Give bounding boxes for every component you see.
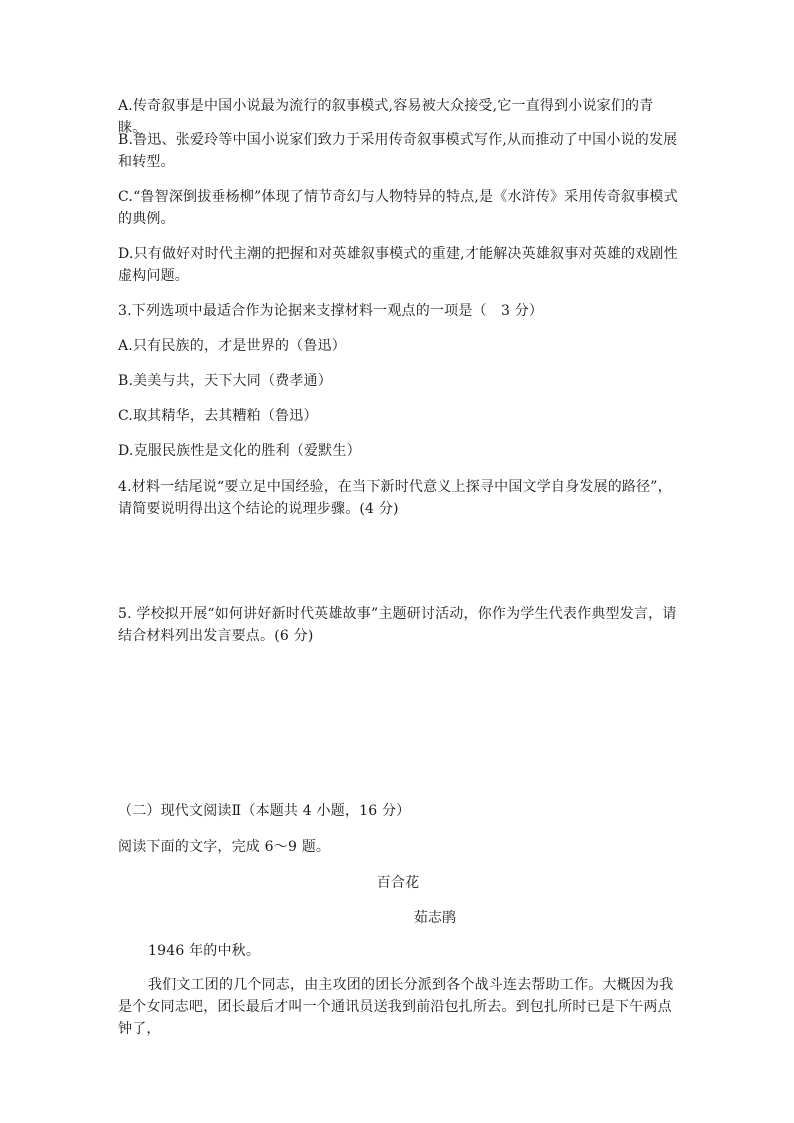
q3-option-b: B.美美与共，天下大同（费孝通） [118, 373, 332, 389]
reading-instruction: 阅读下面的文字，完成 6～9 题。 [118, 839, 331, 855]
q2-option-d: D.只有做好对时代主潮的把握和对英雄叙事模式的重建,才能解决英雄叙事对英雄的戏剧性虚构问题。 [118, 246, 678, 284]
q4-stem: 4.材料一结尾说“要立足中国经验，在当下新时代意义上探寻中国文学自身发展的路径”，请简要说明得出这个结论的说理步骤。(4 分) [118, 479, 672, 517]
q3-option-c: C.取其精华，去其糟粕（鲁迅） [118, 408, 318, 424]
passage-paragraph-2: 我们文工团的几个同志，由主攻团的团长分派到各个战斗连去帮助工作。大概因为我是个女同志吧，团长最后才叫一个通讯员送我到前沿包扎所去。到包扎所时已是下午两点钟了， [118, 977, 674, 1037]
passage-author: 茹志鹃 [413, 910, 457, 926]
passage-paragraph-1: 1946 年的中秋。 [148, 943, 261, 959]
section-heading: （二）现代文阅读Ⅱ（本题共 4 小题，16 分） [118, 803, 411, 819]
q3-option-d: D.克服民族性是文化的胜利（爱默生） [118, 443, 361, 459]
q3-option-a: A.只有民族的，才是世界的（鲁迅） [118, 338, 346, 354]
q2-option-a: A.传奇叙事是中国小说最为流行的叙事模式,容易被大众接受,它一直得到小说家们的青睐。 [118, 98, 654, 136]
q2-option-b: B.鲁迅、张爱玲等中国小说家们致力于采用传奇叙事模式写作,从而推动了中国小说的发展和转型。 [118, 132, 678, 170]
q5-stem: 5. 学校拟开展“如何讲好新时代英雄故事”主题研讨活动，你作为学生代表作典型发言，请结合材料列出发言要点。(6 分) [118, 606, 677, 644]
passage-title: 百合花 [376, 875, 420, 891]
q3-stem: 3.下列选项中最适合作为论据来支撑材料一观点的一项是（ 3 分） [118, 303, 544, 319]
q2-option-c: C.“鲁智深倒拔垂杨柳”体现了情节奇幻与人物特异的特点,是《水浒传》采用传奇叙事模式的典例。 [118, 189, 678, 227]
